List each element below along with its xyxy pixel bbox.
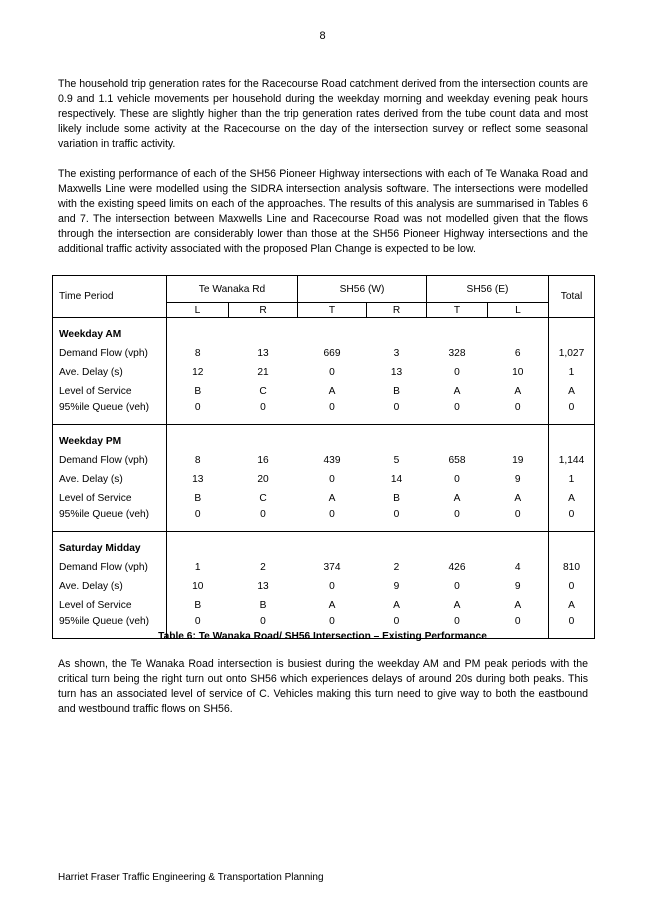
table-cell: 0 xyxy=(367,508,427,532)
table-cell: 1,027 xyxy=(549,344,595,363)
table-cell: 13 xyxy=(390,367,403,378)
table-cell: 10 xyxy=(512,367,524,378)
table-cell: 0 xyxy=(329,581,335,592)
paragraph-existing-performance: The existing performance of each of the SH56 Pioneer Highway intersections with each of Te Wanaka Road and Maxwells Line were modelled using the SIDRA intersection analysis software. The intersections were modelled with the existing speed limits on each of the approaches. The results of this analysis are summarised in Tables 6 and 7. The intersection between Maxwells Line and Racecourse Road was not modelled given that the flows through the intersection are considerably lower than those at the SH56 Pioneer Highway intersections and the additional traffic activity associated with the proposed Plan Change is expected to be low. xyxy=(58,168,588,255)
table-cell: B xyxy=(393,493,400,504)
table-cell: 0 xyxy=(549,615,595,639)
table-cell: 9 xyxy=(514,474,521,485)
table-cell: B xyxy=(194,493,202,504)
table-cell: 19 xyxy=(512,455,524,466)
header-time-period: Time Period xyxy=(53,276,167,318)
table-cell: A xyxy=(549,596,595,615)
paragraph-trip-generation: The household trip generation rates for the Racecourse Road catchment derived from the intersection counts are 0.9 and 1.1 vehicle movements per household during the weekday morning and weekday evening peak hours respectively. These are slightly higher than the trip generation rates derived from the tube count data and most likely include some activity at the Racecourse on the day of the intersection survey or reflect some seasonal variation in traffic activity. xyxy=(58,78,588,150)
table-row xyxy=(53,382,595,401)
table-cell: 439 xyxy=(323,455,341,466)
table-row xyxy=(53,596,595,615)
table-cell: 0 xyxy=(167,401,229,425)
row-label: Ave. Delay (s) xyxy=(53,363,167,382)
table-body xyxy=(53,318,595,639)
table-cell: B xyxy=(259,600,267,611)
table-row xyxy=(53,577,595,596)
table-cell: A xyxy=(514,493,522,504)
table-cell: 13 xyxy=(257,348,269,359)
table-cell: 10 xyxy=(192,581,204,592)
table-caption: Table 6: Te Wanaka Road/ SH56 Intersection – Existing Performance xyxy=(158,631,487,642)
table-cell: 14 xyxy=(390,474,403,485)
table-cell: 0 xyxy=(329,474,335,485)
table-cell: A xyxy=(453,386,461,397)
table-cell: A xyxy=(328,600,336,611)
table-section-row xyxy=(53,532,595,559)
table-cell: 5 xyxy=(393,455,400,466)
table-cell: 3 xyxy=(393,348,400,359)
table-cell: 21 xyxy=(257,367,269,378)
header-sh56-e: SH56 (E) xyxy=(427,276,549,303)
table-cell: A xyxy=(549,489,595,508)
page-number: 8 xyxy=(319,30,326,42)
table-row xyxy=(53,344,595,363)
section-title: Weekday AM xyxy=(53,318,167,345)
subheader-left: L xyxy=(488,303,549,318)
paragraph-findings: As shown, the Te Wanaka Road intersection is busiest during the weekday AM and PM peak periods with the critical turn being the right turn out onto SH56 which experiences delays of around 20s during both peaks. This turn has an associated level of service of C. Vehicles making this turn need to give way to both the eastbound and westbound traffic flows on SH56. xyxy=(58,658,588,715)
table-cell: 0 xyxy=(427,615,488,639)
table-cell: 0 xyxy=(549,577,595,596)
section-title: Saturday Midday xyxy=(53,532,167,559)
table-cell: 12 xyxy=(192,367,204,378)
table-cell: 426 xyxy=(448,562,466,573)
table-cell: 2 xyxy=(393,562,400,573)
table-cell: 16 xyxy=(257,455,269,466)
header-sh56-w: SH56 (W) xyxy=(298,276,427,303)
row-label: 95%ile Queue (veh) xyxy=(53,401,167,425)
row-label: Demand Flow (vph) xyxy=(53,451,167,470)
table-cell: B xyxy=(393,386,400,397)
table-cell: 1 xyxy=(194,562,201,573)
row-label: 95%ile Queue (veh) xyxy=(53,615,167,639)
table-cell: 13 xyxy=(257,581,269,592)
table-cell: 810 xyxy=(549,558,595,577)
table-cell: 0 xyxy=(427,401,488,425)
table-cell: 6 xyxy=(514,348,521,359)
subheader-right: R xyxy=(367,303,427,318)
table-cell: 669 xyxy=(323,348,341,359)
table-row xyxy=(53,451,595,470)
table-cell: 1 xyxy=(549,363,595,382)
table-cell: 0 xyxy=(298,401,367,425)
table-cell: 0 xyxy=(229,401,298,425)
table-cell: 0 xyxy=(367,401,427,425)
table-cell: 9 xyxy=(393,581,400,592)
table-cell: 9 xyxy=(514,581,521,592)
table-cell: A xyxy=(514,600,522,611)
table-cell: A xyxy=(514,386,522,397)
table-cell: 1 xyxy=(549,470,595,489)
table-cell: 0 xyxy=(549,508,595,532)
table-cell: 8 xyxy=(194,455,201,466)
subheader-through: T xyxy=(427,303,488,318)
row-label: Demand Flow (vph) xyxy=(53,558,167,577)
table-section-row xyxy=(53,425,595,452)
table-cell: 0 xyxy=(488,401,549,425)
row-label: Level of Service xyxy=(53,596,167,615)
table-row xyxy=(53,558,595,577)
row-label: 95%ile Queue (veh) xyxy=(53,508,167,532)
table-cell: 0 xyxy=(549,401,595,425)
subheader-right: R xyxy=(229,303,298,318)
table-cell: 0 xyxy=(367,615,427,639)
header-te-wanaka-rd: Te Wanaka Rd xyxy=(167,276,298,303)
table-cell: 13 xyxy=(192,474,204,485)
subheader-left: L xyxy=(167,303,229,318)
table-section-row xyxy=(53,318,595,345)
table-cell: 4 xyxy=(514,562,521,573)
table-cell: A xyxy=(453,493,461,504)
table-cell: B xyxy=(194,600,202,611)
table-cell: 0 xyxy=(229,615,298,639)
table-cell: B xyxy=(194,386,202,397)
table-cell: A xyxy=(328,493,336,504)
row-label: Level of Service xyxy=(53,382,167,401)
row-label: Ave. Delay (s) xyxy=(53,577,167,596)
table-row xyxy=(53,489,595,508)
table-cell: A xyxy=(393,600,400,611)
table-cell: 0 xyxy=(298,508,367,532)
table-cell: 0 xyxy=(329,367,335,378)
table-cell: A xyxy=(453,600,461,611)
row-label: Ave. Delay (s) xyxy=(53,470,167,489)
table-cell: C xyxy=(259,493,267,504)
header-total: Total xyxy=(549,276,595,318)
table-cell: 0 xyxy=(454,367,460,378)
table-row xyxy=(53,363,595,382)
table-cell: 0 xyxy=(454,581,460,592)
table-cell: 0 xyxy=(229,508,298,532)
table-cell: 20 xyxy=(257,474,269,485)
performance-table xyxy=(52,275,595,639)
table-cell: 2 xyxy=(260,562,266,573)
row-label: Demand Flow (vph) xyxy=(53,344,167,363)
footer-company: Harriet Fraser Traffic Engineering & Transportation Planning xyxy=(58,872,324,883)
row-label: Level of Service xyxy=(53,489,167,508)
table-cell: 328 xyxy=(448,348,466,359)
section-title: Weekday PM xyxy=(53,425,167,452)
table-cell: 0 xyxy=(427,508,488,532)
table-cell: 0 xyxy=(454,474,460,485)
table-row xyxy=(53,508,595,532)
table-cell: 0 xyxy=(167,508,229,532)
table-cell: 0 xyxy=(167,615,229,639)
subheader-through: T xyxy=(298,303,367,318)
table-cell: 0 xyxy=(298,615,367,639)
table-row xyxy=(53,470,595,489)
table-cell: 1,144 xyxy=(549,451,595,470)
table-cell: A xyxy=(549,382,595,401)
table-row xyxy=(53,401,595,425)
table-cell: 8 xyxy=(194,348,201,359)
table-cell: 0 xyxy=(488,615,549,639)
table-cell: C xyxy=(259,386,267,397)
table-cell: 658 xyxy=(448,455,466,466)
table-cell: A xyxy=(328,386,336,397)
table-cell: 374 xyxy=(323,562,341,573)
table-cell: 0 xyxy=(488,508,549,532)
